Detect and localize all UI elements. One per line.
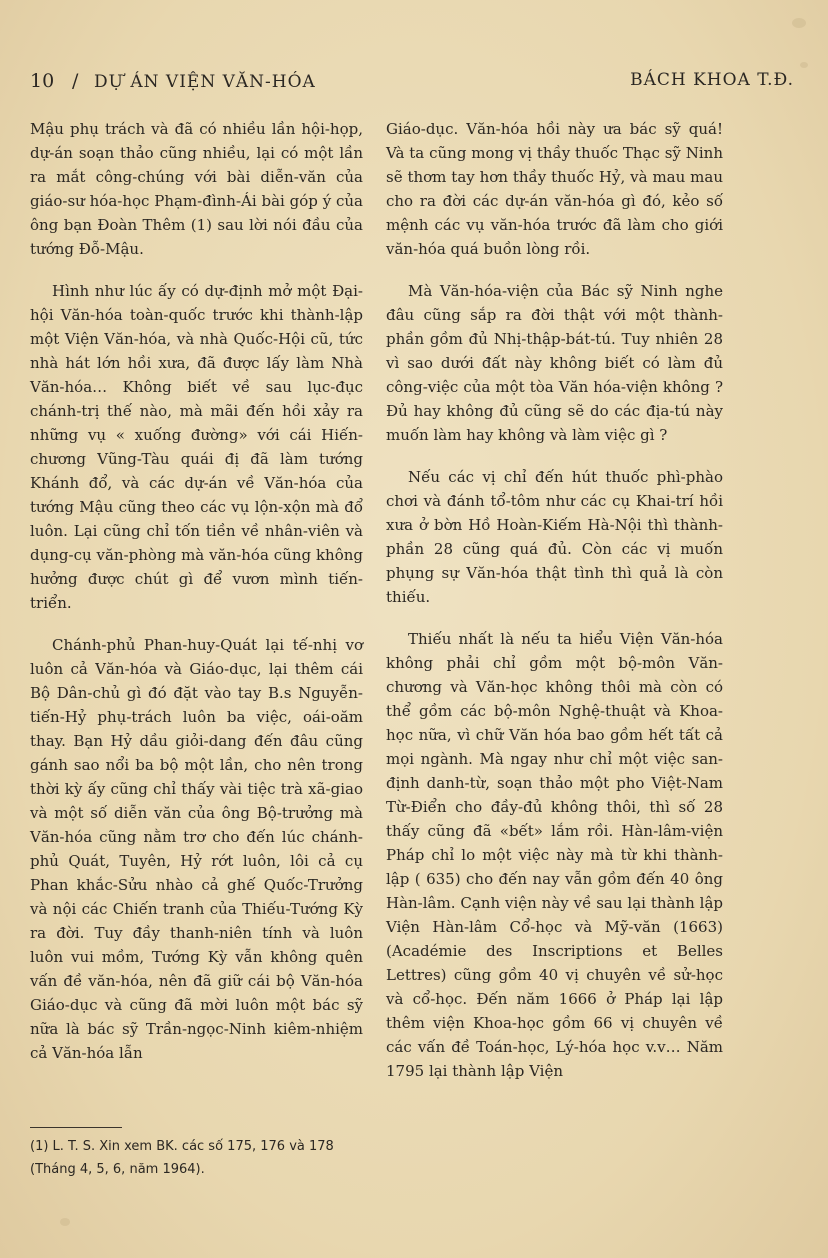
footnote: (1) L. T. S. Xin xem BK. các số 175, 176 và 178 (Tháng 4, 5, 6, năm 1964). — [30, 1139, 334, 1177]
section-title: DỰ ÁN VIỆN VĂN-HÓA — [94, 72, 316, 92]
header-separator: / — [72, 70, 79, 92]
page-number: 10 — [30, 70, 55, 92]
paragraph: Hình như lúc ấy có dự-định mở một Đại-hội Văn-hóa toàn-quốc trước khi thành-lập một Viện Văn-hóa, và nhà Quốc-Hội cũ, tức nhà hát lớn hồi xưa, đã được lấy làm Nhà Văn-hóa… Không biết về sau lục-đục chánh-trị thế nào, mà mãi đến hồi xảy ra những vụ « xuống đường» với cái Hiến-chương Vũng-Tàu quái đị đã làm tướng Khánh đổ, và các dự-án về Văn-hóa của tướng Mậu cũng theo các vụ lộn-xộn mà đổ luôn. Lại cũng chỉ tốn tiền về nhân-viên và dụng-cụ văn-phòng mà văn-hóa cũng không hưởng được chút gì để vươn mình tiến-triển. — [30, 282, 363, 612]
paragraph: Chánh-phủ Phan-huy-Quát lại tế-nhị vơ luôn cả Văn-hóa và Giáo-dục, lại thêm cái Bộ Dân-chủ gì đó đặt vào tay B.s Nguyễn-tiến-Hỷ phụ-trách luôn ba việc, oái-oăm thay. Bạn Hỷ dầu giỏi-dang đến đâu cũng gánh sao nổi ba bộ một lần, cho nên trong thời kỳ ấy cũng chỉ thấy vài tiệc trà xã-giao và một số diễn văn của ông Bộ-trưởng mà Văn-hóa cũng nằm trơ cho đến lúc chánh-phủ Quát, Tuyên, Hỷ rớt luôn, lôi cả cụ Phan khắc-Sửu nhào cả ghế Quốc-Trưởng và nội các Chiến tranh của Thiếu-Tướng Kỳ ra đời. Tuy đầy thanh-niên tính và luôn luôn vui mồm, Tướng Kỳ vẫn không quên vấn đề văn-hóa, nên đã giữ cái bộ Văn-hóa Giáo-dục và cũng đã mời luôn một bác sỹ nữa là bác sỹ Trần-ngọc-Ninh kiêm-nhiệm cả Văn-hóa lẫn — [30, 636, 363, 1062]
paper-stain — [792, 18, 806, 28]
paragraph: Mà Văn-hóa-viện của Bác sỹ Ninh nghe đâu cũng sắp ra đời thật với một thành-phần gồm đủ Nhị-thập-bát-tú. Tuy nhiên 28 vì sao dưới đất này không biết có làm đủ công-việc của một tòa Văn hóa-viện không ? Đủ hay không đủ cũng sẽ do các địa-tú này muốn làm hay không và làm việc gì ? — [386, 282, 723, 444]
footnote-divider — [30, 1127, 122, 1128]
paragraph: Giáo-dục. Văn-hóa hồi này ưa bác sỹ quá! Và ta cũng mong vị thầy thuốc Thạc sỹ Ninh sẽ thơm tay hơn thầy thuốc Hỷ, và mau mau cho ra đời các dự-án văn-hóa gì đó, kẻo số mệnh các vụ văn-hóa trước đã làm cho giới văn-hóa quá buồn lòng rồi. — [386, 120, 723, 258]
page-header — [30, 64, 794, 98]
paragraph: Nếu các vị chỉ đến hút thuốc phì-phào chơi và đánh tổ-tôm như các cụ Khai-trí hồi xưa ở bờn Hồ Hoàn-Kiếm Hà-Nội thì thành-phần 28 cũng quá đủ. Còn các vị muốn phụng sự Văn-hóa thật tình thì quả là còn thiếu. — [386, 468, 723, 606]
left-column — [30, 117, 363, 1065]
paper-stain — [60, 1218, 70, 1226]
journal-title: BÁCH KHOA T.Đ. — [630, 70, 794, 90]
right-column — [386, 117, 723, 1083]
paper-stain — [800, 62, 808, 68]
paragraph: Thiếu nhất là nếu ta hiểu Viện Văn-hóa không phải chỉ gồm một bộ-môn Văn-chương và Văn-học không thôi mà còn có thể gồm các bộ-môn Nghệ-thuật và Khoa-học nữa, vì chữ Văn hóa bao gồm hết tất cả mọi ngành. Mà ngay như chỉ một việc san-định danh-từ, soạn thảo một pho Việt-Nam Từ-Điển cho đầy-đủ không thôi, thì số 28 thấy cũng đã «bết» lắm rồi. Hàn-lâm-viện Pháp chỉ lo một việc này mà từ khi thành-lập ( 635) cho đến nay vẫn gồm đến 40 ông Hàn-lâm. Cạnh viện này về sau lại thành lập Viện Hàn-lâm Cổ-học và Mỹ-văn (1663) (Académie des Inscriptions et Belles Lettres) cũng gồm 40 vị chuyên về sử-học và cổ-học. Đến năm 1666 ở Pháp lại lập thêm viện Khoa-học gồm 66 vị chuyên về các vấn đề Toán-học, Lý-hóa học v.v… Năm 1795 lại thành lập Viện — [386, 630, 723, 1080]
paragraph: Mậu phụ trách và đã có nhiều lần hội-họp, dự-án soạn thảo cũng nhiều, lại có một lần ra mắt công-chúng với bài diễn-văn của giáo-sư hóa-học Phạm-đình-Ái bài góp ý của ông bạn Đoàn Thêm (1) sau lời nói đầu của tướng Đỗ-Mậu. — [30, 120, 363, 258]
